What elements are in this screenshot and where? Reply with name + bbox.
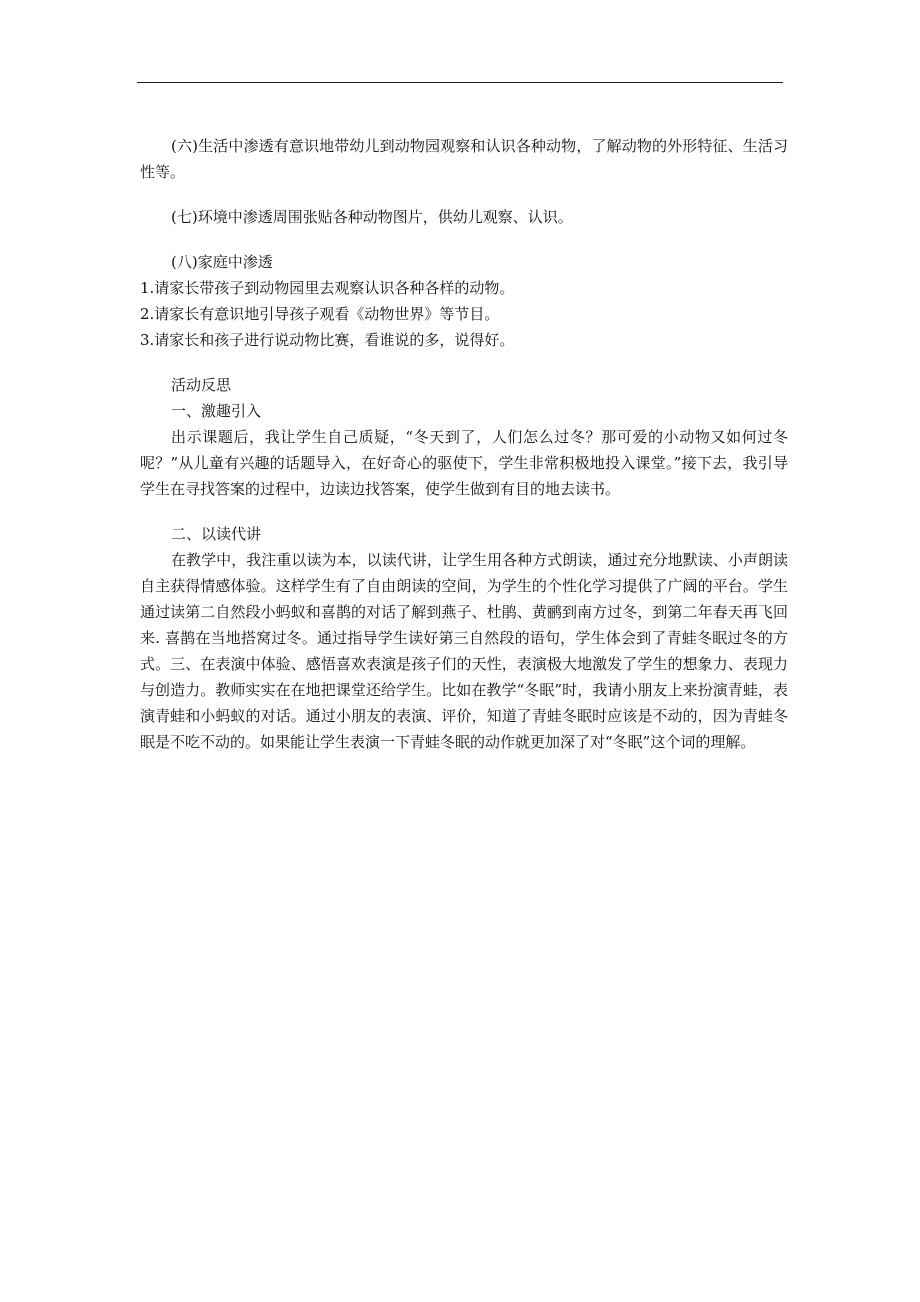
spacer bbox=[140, 230, 788, 249]
spacer bbox=[140, 502, 788, 521]
reflection-title: 活动反思 bbox=[171, 376, 232, 394]
section-6-paragraph: (六)生活中渗透有意识地带幼儿到动物园观察和认识各种动物，了解动物的外形特征、生活习性等。 bbox=[140, 137, 788, 181]
section-8-item-3: 3.请家长和孩子进行说动物比赛，看谁说的多，说得好。 bbox=[140, 331, 515, 349]
section-7-paragraph: (七)环境中渗透周围张贴各种动物图片，供幼儿观察、认识。 bbox=[171, 208, 573, 226]
section-8-item-2: 2.请家长有意识地引导孩子观看《动物世界》等节目。 bbox=[140, 305, 500, 323]
part-2-paragraph: 在教学中，我注重以读为本，以读代讲，让学生用各种方式朗读，通过充分地默读、小声朗读自主获得情感体验。这样学生有了自由朗读的空间，为学生的个性化学习提供了广阔的平台。学生通过读第二自然段小蚂蚁和喜鹊的对话了解到燕子、杜鹃、黄鹂到南方过冬，到第二年春天再飞回来. 喜鹊在当地搭窝过冬。通过指导学生读好第三自然段的语句，学生体会到了青蛙冬眠过冬的方式。三、在表演中体验、感悟喜欢表演是孩子们的天性，表演极大地激发了学生的想象力、表现力与创造力。教师实实在在地把课堂还给学生。比如在教学“冬眠”时，我请小朋友上来扮演青蛙，表演青蛙和小蚂蚁的对话。通过小朋友的表演、评价，知道了青蛙冬眠时应该是不动的，因为青蛙冬眠是不吃不动的。如果能让学生表演一下青蛙冬眠的动作就更加深了对“冬眠”这个词的理解。 bbox=[140, 551, 788, 751]
header-rule bbox=[137, 82, 783, 83]
part-2-heading: 二、以读代讲 bbox=[171, 525, 262, 543]
part-1-heading: 一、激趣引入 bbox=[171, 402, 262, 420]
section-8-heading: (八)家庭中渗透 bbox=[171, 253, 273, 271]
spacer bbox=[140, 353, 788, 372]
part-1-paragraph: 出示课题后，我让学生自己质疑，“冬天到了，人们怎么过冬？那可爱的小动物又如何过冬呢？”从儿童有兴趣的话题导入，在好奇心的驱使下，学生非常积极地投入课堂。”接下去，我引导学生在寻找答案的过程中，边读边找答案，使学生做到有目的地去读书。 bbox=[140, 428, 788, 498]
document-body bbox=[140, 133, 788, 755]
spacer bbox=[140, 185, 788, 204]
section-8-item-1: 1.请家长带孩子到动物园里去观察认识各种各样的动物。 bbox=[140, 279, 515, 297]
